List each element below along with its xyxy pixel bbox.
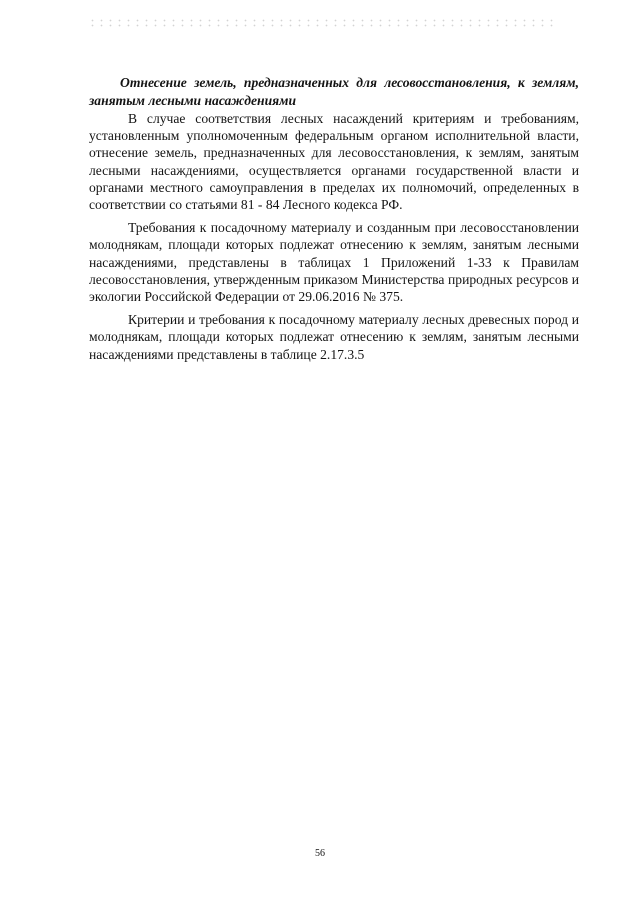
document-body xyxy=(89,74,579,363)
paragraph-2: Требования к посадочному материалу и созданным при лесовосстановлении молоднякам, площади которых подлежат отнесению к землям, занятым лесными насаждениями, представлены в таблицах 1 Приложений 1-33 к Правилам лесовосстановления, утвержденным приказом Министерства природных ресурсов и экологии Российской Федерации от 29.06.2016 № 375. xyxy=(89,220,579,305)
paragraph-3: Критерии и требования к посадочному материалу лесных древесных пород и молоднякам, площади которых подлежат отнесению к землям, занятым лесными насаждениями представлены в таблице 2.17.3.5 xyxy=(89,312,579,362)
paragraph-1: В случае соответствия лесных насаждений критериям и требованиям, установленным уполномоченным федеральным органом исполнительной власти, отнесение земель, предназначенных для лесовосстановления, к землям, занятым лесными насаждениями, осуществляется органами государственной власти и органами местного самоуправления в пределах их полномочий, определенных в соответствии со статьями 81 - 84 Лесного кодекса РФ. xyxy=(89,111,579,213)
scan-noise xyxy=(88,18,558,28)
section-heading: Отнесение земель, предназначенных для лесовосстановления, к землям, занятым лесными насаждениями xyxy=(89,75,579,108)
page-number: 56 xyxy=(315,848,325,859)
